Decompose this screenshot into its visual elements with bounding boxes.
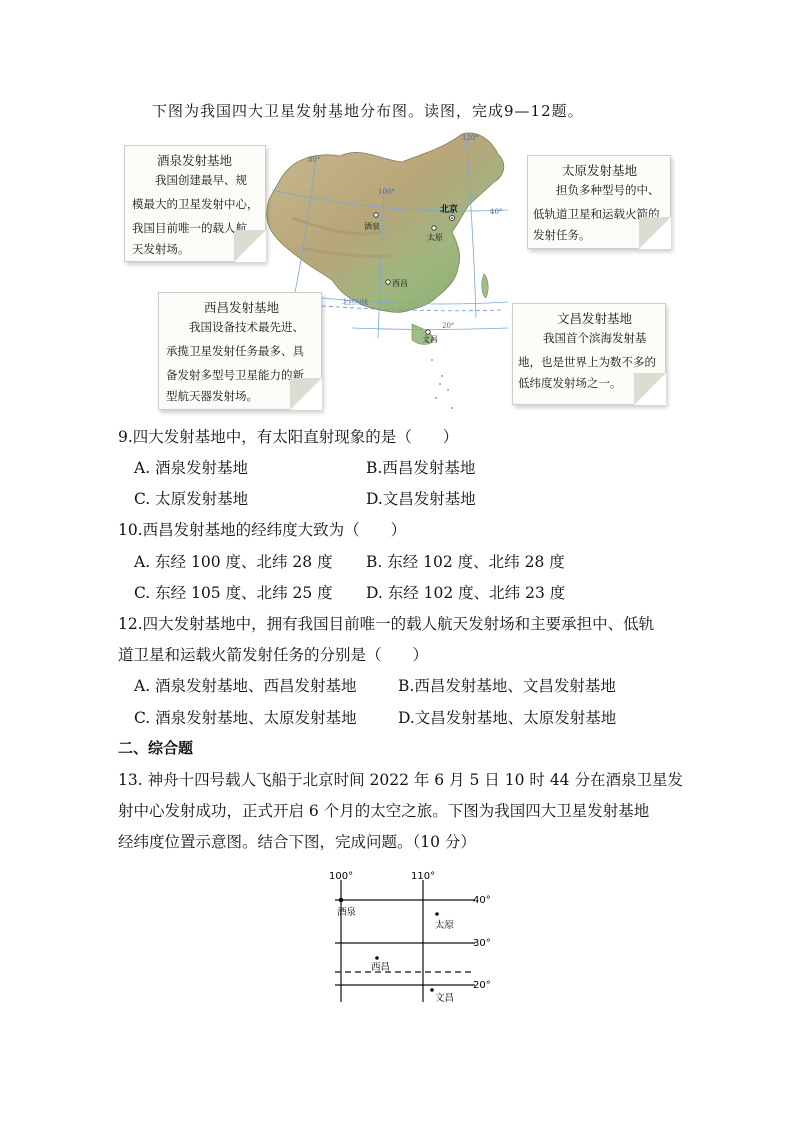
q12-option-a: A. 酒泉发射基地、西昌发射基地 — [134, 677, 357, 695]
taiyuan-note-line-1: 担负多种型号的中、 — [556, 183, 660, 197]
map-80-label: 80° — [308, 156, 321, 164]
wenchang-map-label: 文昌 — [422, 335, 438, 344]
jiuquan-note-title: 酒泉发射基地 — [157, 153, 233, 168]
wenchang-marker — [426, 330, 430, 334]
beijing-label: 北京 — [440, 205, 459, 215]
q9-option-a: A. 酒泉发射基地 — [134, 459, 249, 477]
taiyuan-note-title: 太原发射基地 — [562, 163, 638, 178]
jiuquan-note — [124, 145, 266, 262]
xichang-note-title: 西昌发射基地 — [204, 300, 280, 315]
q10-option-b: B. 东经 102 度、北纬 28 度 — [366, 553, 565, 571]
xichang-marker — [386, 280, 390, 284]
taiyuan-marker — [432, 226, 436, 230]
wenchang-note-line-3: 低纬度发射场之一。 — [518, 376, 622, 390]
section-heading: 二、综合题 — [118, 739, 194, 757]
jiuquan-note-line-4: 天发射场。 — [132, 242, 190, 256]
grid-xichang-label: 西昌 — [371, 962, 391, 973]
q9-stem: 9.四大发射基地中，有太阳直射现象的是（ ） — [118, 428, 459, 446]
grid-lat-40: 40° — [473, 895, 491, 906]
q13-line-2: 射中心发射成功，正式开启 6 个月的太空之旅。下图为我国四大卫星发射基地 — [118, 802, 650, 820]
grid-jiuquan-label: 酒泉 — [337, 907, 357, 918]
taiyuan-map-label: 太原 — [427, 233, 443, 242]
jiuquan-note-line-1: 我国创建最早、规 — [155, 173, 247, 187]
map-20-label: 20° — [442, 322, 455, 330]
wenchang-note-title: 文昌发射基地 — [557, 311, 633, 326]
grid-xichang-point — [375, 956, 379, 960]
xichang-note — [158, 292, 322, 410]
wenchang-note-line-2: 地，也是世界上为数不多的 — [518, 355, 656, 369]
taiyuan-note-line-3: 发射任务。 — [533, 228, 591, 242]
q12-option-d: D.文昌发射基地、太原发射基地 — [398, 709, 617, 727]
grid-taiyuan-point — [435, 912, 439, 916]
q12-option-c: C. 酒泉发射基地、太原发射基地 — [134, 709, 357, 727]
q10-option-c: C. 东经 105 度、北纬 25 度 — [134, 584, 333, 602]
grid-taiyuan-label: 太原 — [435, 920, 455, 931]
taiyuan-note — [527, 155, 671, 249]
grid-lon-100: 100° — [329, 871, 354, 882]
lat-lon-grid-diagram — [325, 866, 495, 1008]
xichang-note-line-1: 我国设备技术最先进、 — [189, 320, 304, 334]
jiuquan-note-line-3: 我国目前唯一的载人航 — [132, 221, 247, 235]
grid-jiuquan-point — [339, 898, 344, 903]
xichang-note-line-4: 型航天器发射场。 — [166, 389, 258, 403]
tropic-label: 北回归线 — [342, 298, 368, 306]
q12-stem-line-2: 道卫星和运载火箭发射任务的分别是（ ） — [118, 646, 429, 664]
grid-lat-20: 20° — [473, 980, 491, 991]
grid-wenchang-point — [430, 988, 434, 992]
q9-option-d: D.文昌发射基地 — [366, 490, 476, 508]
taiyuan-note-line-2: 低轨道卫星和运载火箭的 — [533, 207, 660, 221]
xichang-note-line-3: 备发射多型号卫星能力的新 — [166, 368, 304, 382]
jiuquan-map-label: 酒泉 — [364, 222, 380, 231]
wenchang-note — [512, 303, 666, 405]
wenchang-note-line-1: 我国首个滨海发射基 — [543, 331, 647, 345]
q10-option-a: A. 东经 100 度、北纬 28 度 — [134, 553, 333, 571]
jiuquan-note-line-2: 模最大的卫星发射中心， — [132, 197, 259, 211]
map-100-label: 100° — [378, 188, 395, 196]
intro-text: 下图为我国四大卫星发射基地分布图。读图，完成9—12题。 — [152, 102, 584, 120]
q9-option-c: C. 太原发射基地 — [134, 490, 249, 508]
q13-line-1: 13. 神舟十四号载人飞船于北京时间 2022 年 6 月 5 日 10 时 44 分在酒泉卫星发 — [118, 771, 683, 789]
q12-stem-line-1: 12.四大发射基地中，拥有我国目前唯一的载人航天发射场和主要承担中、低轨 — [118, 615, 655, 633]
map-120-label: 120° — [462, 134, 479, 142]
q10-stem: 10.西昌发射基地的经纬度大致为（ ） — [118, 521, 407, 539]
xichang-map-label: 西昌 — [392, 279, 408, 288]
jiuquan-marker — [374, 213, 378, 217]
q9-option-b: B.西昌发射基地 — [366, 459, 476, 477]
map-40-label: 40° — [490, 208, 503, 216]
grid-wenchang-label: 文昌 — [435, 993, 455, 1004]
q10-option-d: D. 东经 102 度、北纬 23 度 — [366, 584, 566, 602]
xichang-note-line-2: 承揽卫星发射任务最多、具 — [166, 344, 304, 358]
grid-lat-30: 30° — [473, 938, 491, 949]
grid-lon-110: 110° — [411, 871, 436, 882]
q13-line-3: 经纬度位置示意图。结合下图，完成问题。（10 分） — [118, 833, 476, 851]
q12-option-b: B.西昌发射基地、文昌发射基地 — [398, 677, 616, 695]
